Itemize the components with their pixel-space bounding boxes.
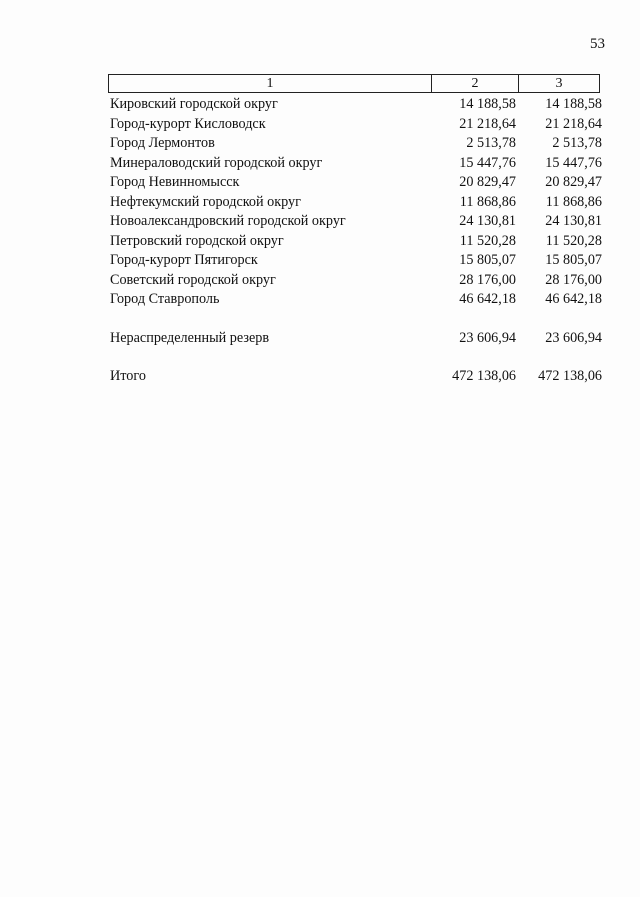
total-col3: 472 138,06 [538, 368, 602, 384]
reserve-name: Нераспределенный резерв [110, 329, 270, 346]
row-col2: 11 868,86 [459, 193, 516, 210]
total-col2: 472 138,06 [452, 368, 516, 384]
table-row [110, 134, 602, 154]
table-header [108, 74, 600, 93]
row-col2: 11 520,28 [459, 232, 516, 249]
total-name: Итого [110, 368, 146, 384]
row-col3: 46 642,18 [545, 291, 602, 307]
row-col2: 20 829,47 [459, 174, 516, 190]
table-body [110, 95, 602, 387]
row-col3: 28 176,00 [545, 271, 602, 288]
row-col3: 21 218,64 [545, 115, 602, 132]
table-row [110, 154, 602, 174]
row-name: Город-курорт Пятигорск [110, 252, 258, 268]
table-row [110, 95, 602, 115]
row-name: Город Ставрополь [110, 291, 220, 307]
row-col3: 20 829,47 [545, 174, 602, 190]
row-col3: 15 805,07 [545, 252, 602, 268]
row-col2: 2 513,78 [466, 135, 516, 151]
row-name: Город-курорт Кисловодск [110, 115, 266, 132]
reserve-row [110, 329, 602, 349]
table-row [110, 232, 602, 252]
row-col3: 11 520,28 [545, 232, 602, 249]
row-col3: 15 447,76 [545, 154, 602, 171]
header-col-2: 2 [432, 75, 519, 92]
row-name: Нефтекумский городской округ [110, 193, 301, 210]
table-row [110, 212, 602, 232]
row-col3: 11 868,86 [545, 193, 602, 210]
row-col2: 14 188,58 [459, 96, 516, 112]
row-col2: 24 130,81 [459, 213, 516, 229]
row-col2: 15 447,76 [459, 154, 516, 171]
header-col-1: 1 [109, 75, 432, 92]
row-name: Кировский городской округ [110, 96, 278, 112]
table-row [110, 193, 602, 213]
row-col2: 28 176,00 [459, 271, 516, 288]
row-col3: 14 188,58 [545, 96, 602, 112]
header-col-3: 3 [555, 76, 563, 91]
table-row [110, 173, 602, 193]
row-name: Новоалександровский городской округ [110, 213, 346, 229]
row-name: Советский городской округ [110, 271, 276, 288]
row-name: Город Лермонтов [110, 135, 215, 151]
row-col2: 21 218,64 [459, 115, 516, 132]
reserve-col2: 23 606,94 [459, 329, 516, 346]
row-col2: 15 805,07 [459, 252, 516, 268]
row-name: Город Невинномысск [110, 174, 240, 190]
page-number: 53 [590, 36, 605, 52]
row-name: Петровский городской округ [110, 232, 284, 249]
row-col2: 46 642,18 [459, 291, 516, 307]
table-row [110, 251, 602, 271]
total-row [110, 367, 602, 387]
row-name: Минераловодский городской округ [110, 154, 323, 171]
table-row [110, 271, 602, 291]
table-row [110, 115, 602, 135]
row-spacer [110, 310, 602, 329]
row-col3: 24 130,81 [545, 213, 602, 229]
reserve-col3: 23 606,94 [545, 329, 602, 346]
table-row [110, 290, 602, 310]
row-col3: 2 513,78 [552, 135, 602, 151]
row-spacer [110, 348, 602, 367]
